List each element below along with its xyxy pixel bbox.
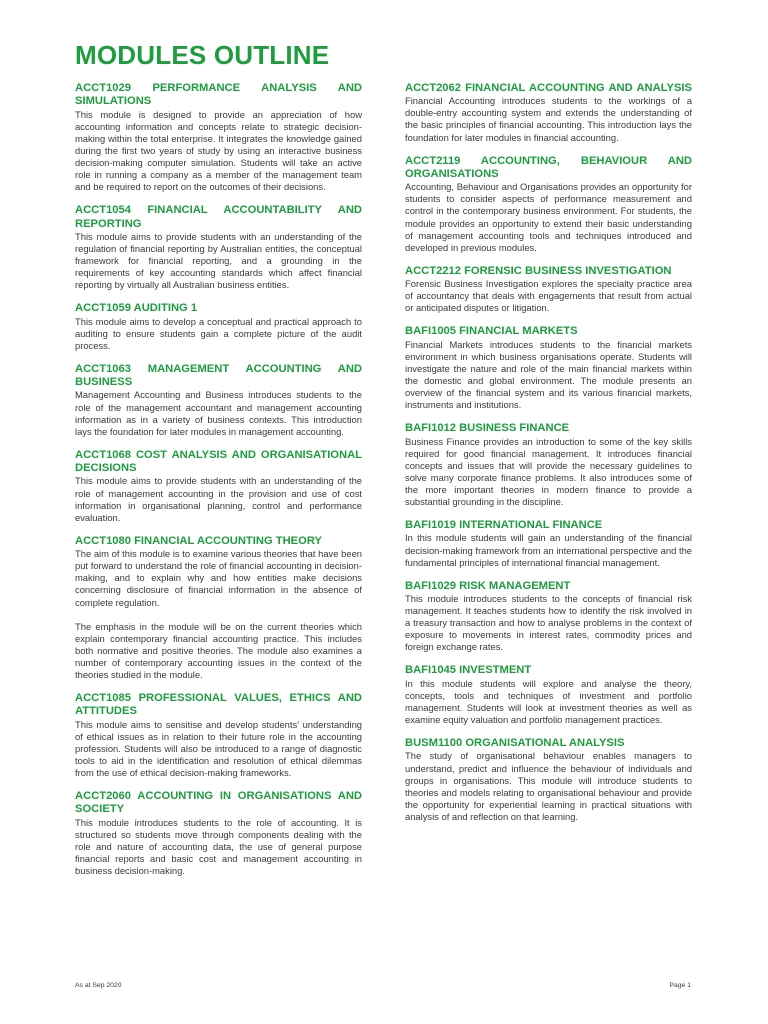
module-description: Business Finance provides an introduction to some of the key skills required for good financial management. It introduces financial concepts and issues that will provide the necessary guidelines to solve many corporate finance problems. It also introduces some of the more important theories in modern finance to provide a substantial grounding in the discipline.	[405, 435, 692, 508]
module-bafi1005	[405, 325, 692, 411]
module-acct1080	[75, 535, 362, 681]
module-description: Forensic Business Investigation explores the specialty practice area of accountancy that deals with engagements that result from actual or anticipated disputes or litigation.	[405, 278, 692, 314]
footer-date: As at Sep 2020	[75, 982, 122, 989]
module-description: This module aims to provide students with an understanding of the role of management accounting in the provision and use of cost information in organisational planning, control and performance evaluation.	[75, 475, 362, 523]
module-description: This module aims to provide students with an understanding of the regulation of financial reporting by Australian entities, the conceptual framework for financial reporting, and a grounding in the requirements of key accounting standards which affect financial reporting by virtually all Australian business entities.	[75, 230, 362, 291]
module-title: BAFI1045 INVESTMENT	[405, 664, 532, 677]
module-title: BUSM1100 ORGANISATIONAL ANALYSIS	[405, 737, 625, 750]
module-title: ACCT1068 COST ANALYSIS AND ORGANISATIONAL DECISIONS	[75, 448, 362, 475]
module-acct2062	[405, 82, 692, 144]
module-acct1085	[75, 692, 362, 779]
module-title: ACCT2062 FINANCIAL ACCOUNTING AND ANALYSIS	[405, 82, 692, 94]
page-title: MODULES OUTLINE	[75, 40, 330, 70]
module-description: The aim of this module is to examine various theories that have been put forward to understand the role of financial accounting in decision-making, and to explain why and how entities make decisions concerning disclosure of financial information in the absence of complete regulation.	[75, 548, 362, 608]
module-title: ACCT2119 ACCOUNTING, BEHAVIOUR AND ORGANISATIONS	[405, 154, 692, 180]
module-title: BAFI1012 BUSINESS FINANCE	[405, 422, 570, 435]
module-title: ACCT2212 FORENSIC BUSINESS INVESTIGATION	[405, 264, 672, 277]
module-description: This module aims to develop a conceptual and practical approach to auditing to ensure students gain a complete picture of the audit process.	[75, 315, 362, 351]
module-description: This module aims to sensitise and develop students’ understanding of ethical issues as in relation to their future role in the accounting profession. Students will also be introduced to a range of diagnostic tools to aid in the identification and resolution of ethical dilemmas from the use of ethical decision-making frameworks.	[75, 718, 362, 779]
module-description: Financial Markets introduces students to the financial markets environment in which business organisations operate. Students will investigate the nature and role of the main financial markets within the domestic and global environment. The module presents an overview of the financial system and its various financial markets, instruments and institutions.	[405, 338, 692, 411]
module-acct1029	[75, 82, 362, 193]
module-acct1068	[75, 449, 362, 524]
left-column	[75, 82, 362, 888]
module-bafi1045	[405, 664, 692, 726]
module-busm1100	[405, 737, 692, 823]
page-number: Page 1	[669, 982, 691, 989]
module-description: The study of organisational behaviour enables managers to understand, predict and influence the behaviour of individuals and groups in organisations. This module will introduce students to theories and models relating to organisational behaviour and provide the opportunity for experiential learning in practical situations with analysis of and reflection on that learning.	[405, 750, 692, 822]
module-title: ACCT1054 FINANCIAL ACCOUNTABILITY AND REPORTING	[75, 204, 362, 230]
module-title: ACCT1085 PROFESSIONAL VALUES, ETHICS AND ATTITUDES	[75, 692, 362, 718]
module-description: Management Accounting and Business introduces students to the role of the management accountant and management accounting information as in a variety of business contexts. This introduction lays the foundation for later modules in management accounting.	[75, 389, 362, 437]
module-bafi1029	[405, 580, 692, 654]
module-title: ACCT1029 PERFORMANCE ANALYSIS AND SIMULATIONS	[75, 82, 362, 108]
module-description: The emphasis in the module will be on the current theories which explain contemporary financial accounting practice. This includes both normative and positive theories. The module also examines a number of contemporary accounting issues in the context of the theories studied in the module.	[75, 620, 362, 680]
module-acct2119	[405, 155, 692, 254]
module-description: Financial Accounting introduces students to the workings of a double-entry accounting system and extends the understanding of the basic principles of financial accounting. This introduction lays the foundation for later modules in financial accounting.	[405, 95, 692, 143]
module-acct1059	[75, 302, 362, 352]
module-title: BAFI1019 INTERNATIONAL FINANCE	[405, 519, 603, 532]
module-bafi1012	[405, 422, 692, 508]
module-title: BAFI1029 RISK MANAGEMENT	[405, 579, 571, 592]
module-acct1054	[75, 204, 362, 291]
module-bafi1019	[405, 519, 692, 569]
module-title: ACCT1059 AUDITING 1	[75, 302, 198, 315]
module-description: In this module students will gain an understanding of the financial decision-making framework from an international perspective and the fundamental principles of international financial management.	[405, 532, 692, 568]
module-acct1063	[75, 363, 362, 438]
module-title: BAFI1005 FINANCIAL MARKETS	[405, 325, 578, 338]
module-description: This module is designed to provide an appreciation of how accounting information and concepts relate to strategic decision-making within the total enterprise. It integrates the knowledge gained during the first two years of study by using an interactive business decision-making computer simulation. Students will take an active role in running a company as a member of the management team and be required to report on the outcomes of their decisions.	[75, 108, 362, 193]
module-description: This module introduces students to the concepts of financial risk management. It teaches students how to identify the risk involved in a treasury transaction and how to analyse problems in the context of exposure to movements in interest rates, commodity prices and foreign exchange rates.	[405, 593, 692, 653]
module-description: This module introduces students to the role of accounting. It is structured so students move through components dealing with the role and nature of accounting data, the use of general purpose financial reports and basic cost and management accounting in business decision-making.	[75, 816, 362, 877]
module-acct2212	[405, 265, 692, 315]
module-title: ACCT1063 MANAGEMENT ACCOUNTING AND BUSINESS	[75, 362, 362, 389]
module-description: In this module students will explore and analyse the theory, concepts, tools and techniques of investment and portfolio management. Students will look at investment theories as well as examine equity valuation and portfolio management practices.	[405, 677, 692, 726]
module-title: ACCT2060 ACCOUNTING IN ORGANISATIONS AND SOCIETY	[75, 790, 362, 816]
module-acct2060	[75, 790, 362, 877]
right-column	[405, 82, 692, 834]
module-title: ACCT1080 FINANCIAL ACCOUNTING THEORY	[75, 534, 322, 547]
module-description: Accounting, Behaviour and Organisations provides an opportunity for students to consider aspects of performance measurement and control in the contemporary business environment. For students, the module provides an opportunity to extend their basic understanding of management accounting tools and techniques introduced and developed in previous modules.	[405, 181, 692, 253]
